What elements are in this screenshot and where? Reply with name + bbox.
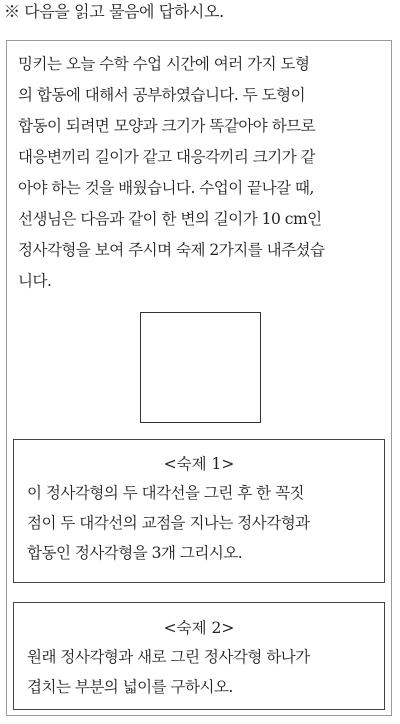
homework-1-line: 점이 두 대각선의 교점을 지나는 정사각형과 (27, 514, 310, 532)
homework-2-body (27, 642, 379, 702)
problem-box (6, 40, 392, 716)
homework-2-line: 원래 정사각형과 새로 그린 정사각형 하나가 (27, 648, 310, 666)
homework-1-line: 합동인 정사각형을 3개 그리시오. (27, 544, 243, 562)
passage-line: 대응변끼리 길이가 같고 대응각끼리 크기가 같 (18, 148, 316, 166)
passage-line: 니다. (18, 272, 52, 290)
homework-1-line: 이 정사각형의 두 대각선을 그린 후 한 꼭짓 (27, 484, 305, 502)
homework-2-line: 겹치는 부분의 넓이를 구하시오. (27, 678, 233, 696)
homework-1-title: <숙제 1> (163, 455, 235, 473)
homework-1-box (13, 439, 385, 583)
square-figure (140, 312, 261, 423)
passage-line: 밍키는 오늘 수학 수업 시간에 여러 가지 도형 (18, 55, 310, 73)
passage-line: 선생님은 다음과 같이 한 변의 길이가 10 cm인 (18, 210, 322, 228)
passage-line: 합동이 되려면 모양과 크기가 똑같아야 하므로 (18, 117, 316, 135)
passage (18, 49, 388, 297)
passage-line: 아야 하는 것을 배웠습니다. 수업이 끝나갈 때, (18, 179, 314, 197)
passage-line: 정사각형을 보여 주시며 숙제 2가지를 내주셨습 (18, 241, 325, 259)
passage-line: 의 합동에 대해서 공부하였습니다. 두 도형이 (18, 86, 306, 104)
homework-2-box (13, 602, 385, 710)
instruction-text: ※ 다음을 읽고 물음에 답하시오. (4, 2, 224, 21)
homework-2-title: <숙제 2> (163, 619, 235, 637)
homework-1-body (27, 478, 379, 568)
